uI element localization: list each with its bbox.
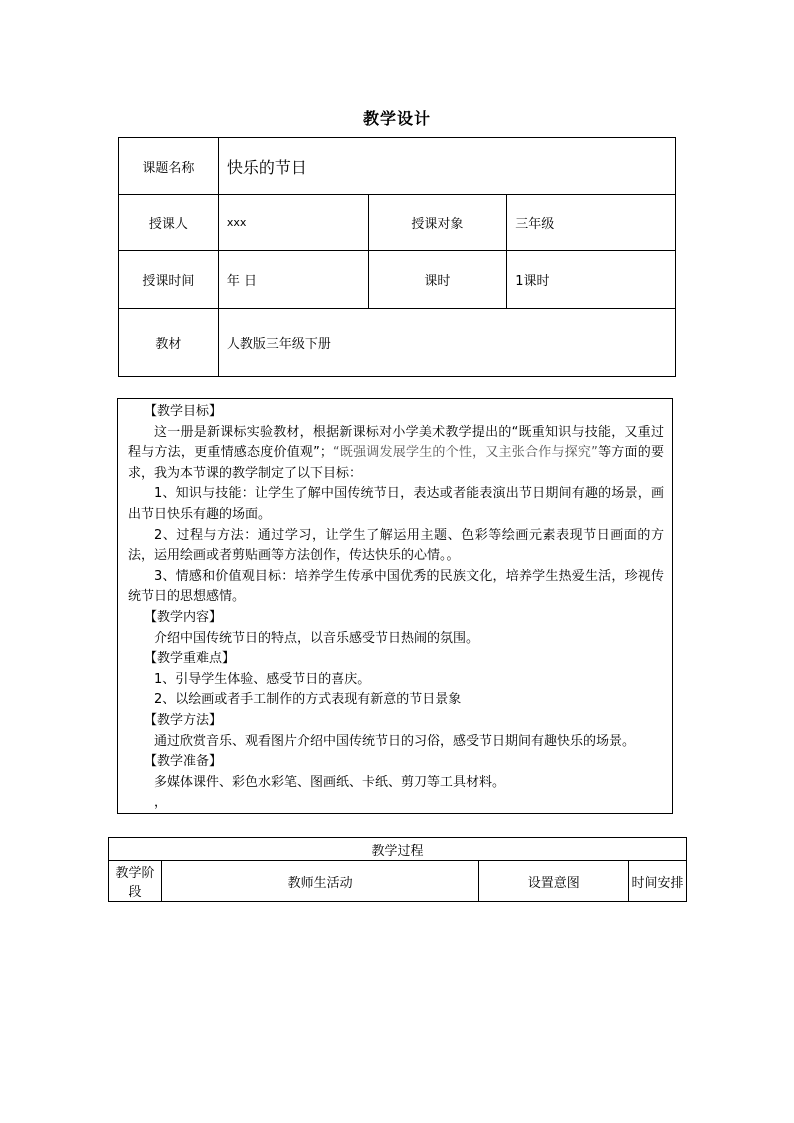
material-label: 教材 <box>119 309 219 377</box>
material-value: 人教版三年级下册 <box>218 309 675 377</box>
document-title: 教学设计 <box>362 109 431 128</box>
method-heading: 【教学方法】 <box>144 712 223 728</box>
key-point-1: 1、引导学生体验、感受节日的喜庆。 <box>154 671 371 687</box>
teacher-label: 授课人 <box>119 195 219 251</box>
col-stage: 教学阶段 <box>109 861 162 902</box>
goals-intro-c: 等方面的要求，我为本节课的教学制定了以下目标： <box>128 445 664 481</box>
topic-label: 课题名称 <box>119 138 219 195</box>
audience-label: 授课对象 <box>368 195 507 251</box>
key-points-heading: 【教学重难点】 <box>144 651 236 667</box>
goals-intro-a: 这一册是新课标实验教材，根据新课标对小学美术教学提出的“既重知识与技能，又重过程与方法，更重情感态度价值观”； <box>128 424 664 461</box>
content-heading: 【教学内容】 <box>144 609 223 625</box>
teaching-process-table <box>108 837 687 902</box>
topic-value: 快乐的节日 <box>218 138 675 195</box>
process-title: 教学过程 <box>109 838 687 861</box>
audience-value: 三年级 <box>507 195 676 251</box>
content-text: 介绍中国传统节日的特点，以音乐感受节日热闹的氛围。 <box>154 630 480 646</box>
goal-process: 2、过程与方法：通过学习，让学生了解运用主题、色彩等绘画元素表现节日画面的方法，运用绘画或者剪贴画等方法创作，传达快乐的心情。。 <box>128 527 664 564</box>
col-activity: 教师生活动 <box>161 861 478 902</box>
hours-value: 1课时 <box>507 251 676 309</box>
process-header-row <box>109 861 687 902</box>
time-value: 年 日 <box>218 251 368 309</box>
time-row <box>119 251 676 309</box>
key-point-2: 2、以绘画或者手工制作的方式表现有新意的节日景象 <box>154 692 462 708</box>
process-title-row <box>109 838 687 861</box>
teaching-goals-box <box>117 398 673 814</box>
method-text: 通过欣赏音乐、观看图片介绍中国传统节日的习俗，感受节日期间有趣快乐的场景。 <box>154 733 636 749</box>
hours-label: 课时 <box>368 251 507 309</box>
material-row <box>119 309 676 377</box>
teacher-value: xxx <box>218 195 368 251</box>
lesson-info-table <box>118 137 676 377</box>
goals-heading: 【教学目标】 <box>144 404 223 419</box>
preparation-heading: 【教学准备】 <box>144 754 223 770</box>
time-label: 授课时间 <box>119 251 219 309</box>
goals-intro-b: “既强调发展学生的个性，又主张合作与探究” <box>332 445 598 461</box>
goal-values: 3、情感和价值观目标：培养学生传承中国优秀的民族文化，培养学生热爱生活，珍视传统节日的思想感情。 <box>128 568 664 605</box>
goals-intro <box>128 423 664 485</box>
col-time: 时间安排 <box>629 861 687 902</box>
topic-row <box>119 138 676 195</box>
trailing-mark: ， <box>154 795 168 811</box>
teacher-row <box>119 195 676 251</box>
preparation-text: 多媒体课件、彩色水彩笔、图画纸、卡纸、剪刀等工具材料。 <box>154 774 506 790</box>
col-intent: 设置意图 <box>479 861 629 902</box>
goal-knowledge: 1、知识与技能：让学生了解中国传统节日，表达或者能表演出节日期间有趣的场景，画出节日快乐有趣的场面。 <box>128 486 664 522</box>
